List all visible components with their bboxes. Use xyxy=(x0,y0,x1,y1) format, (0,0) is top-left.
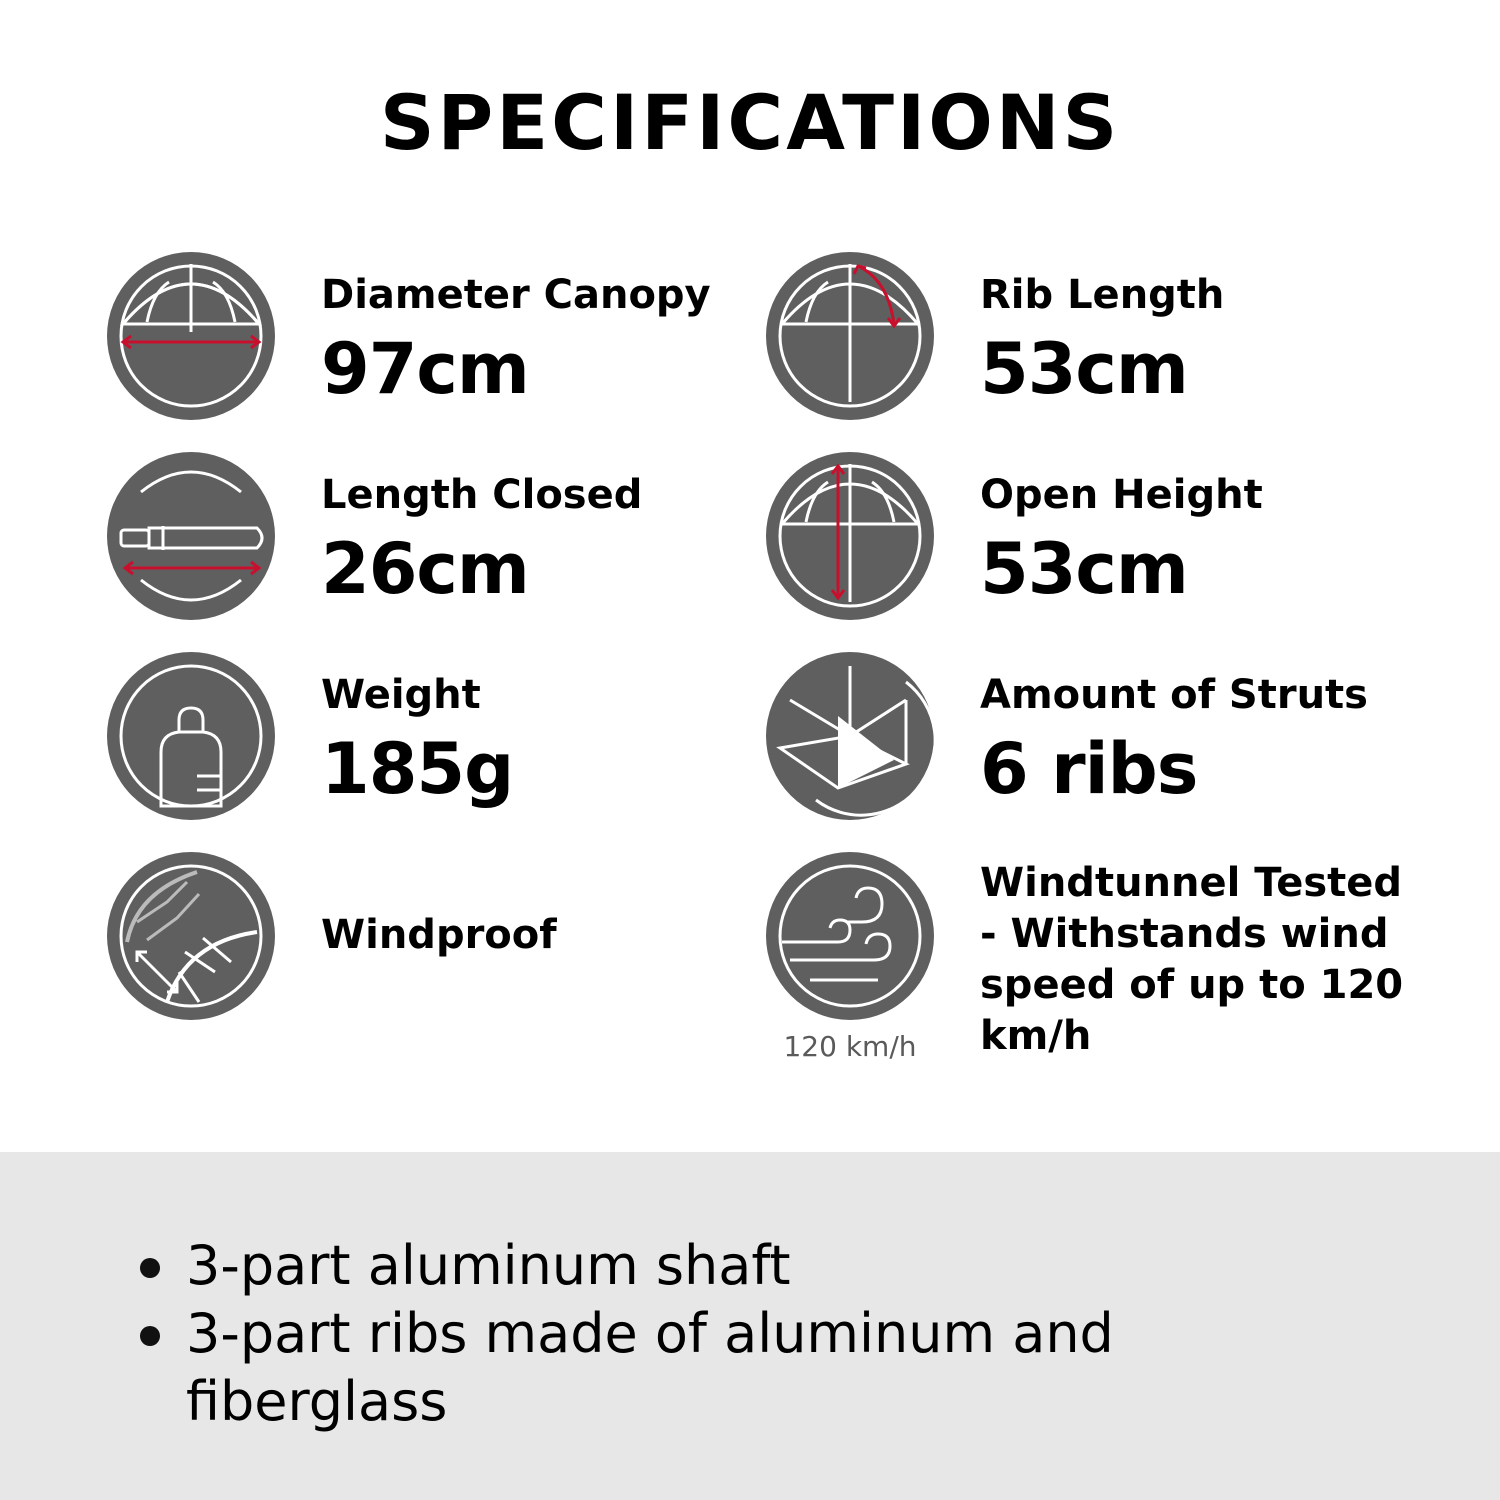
struts-icon xyxy=(766,652,934,820)
features-panel xyxy=(0,1152,1500,1500)
spec-label-length-closed: Length Closed xyxy=(321,472,643,518)
spec-label-diameter-canopy: Diameter Canopy xyxy=(321,272,711,318)
spec-value-open-height: 53cm xyxy=(980,528,1188,610)
spec-value-rib-length: 53cm xyxy=(980,328,1188,410)
spec-label-windtunnel: Windtunnel Tested - Withstands wind speed of up to 120 km/h xyxy=(980,860,1404,1059)
list-item: 3-part aluminum shaft xyxy=(140,1232,1320,1300)
spec-value-diameter-canopy: 97cm xyxy=(321,328,529,410)
length-closed-icon xyxy=(107,452,275,620)
canopy-diameter-icon xyxy=(107,252,275,420)
weight-icon xyxy=(107,652,275,820)
spec-label-weight: Weight xyxy=(321,672,481,718)
rib-length-icon xyxy=(766,252,934,420)
spec-label-struts: Amount of Struts xyxy=(980,672,1368,718)
spec-label-open-height: Open Height xyxy=(980,472,1263,518)
wind-speed-caption: 120 km/h xyxy=(783,1030,917,1063)
spec-value-length-closed: 26cm xyxy=(321,528,529,610)
windproof-icon xyxy=(107,852,275,1020)
bullet-icon xyxy=(140,1326,160,1346)
list-item: 3-part ribs made of aluminum and fiberglass xyxy=(140,1300,1320,1436)
spec-value-struts: 6 ribs xyxy=(980,728,1198,810)
wind-icon xyxy=(766,852,934,1020)
bullet-icon xyxy=(140,1258,160,1278)
spec-label-rib-length: Rib Length xyxy=(980,272,1225,318)
open-height-icon xyxy=(766,452,934,620)
page-title: SPECIFICATIONS xyxy=(379,78,1121,167)
features-list xyxy=(140,1232,1320,1436)
spec-value-weight: 185g xyxy=(321,728,514,810)
spec-label-windproof: Windproof xyxy=(321,912,557,958)
